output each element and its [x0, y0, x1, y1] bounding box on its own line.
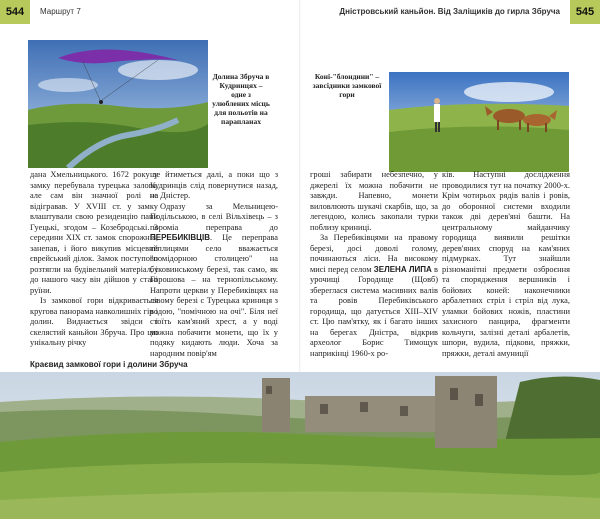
right-page-number: 545: [570, 0, 600, 24]
panorama-caption: Краєвид замкової гори і долини Збруча: [30, 360, 188, 369]
horses-photo: [389, 72, 569, 172]
place-name-zelena-lypa: ЗЕЛЕНА ЛИПА: [373, 264, 432, 274]
paragraph: дана Хмельницького. 1672 року у замку перебувала турецька залога, але сам він значної ролі не відігравав. У XVIII ст. у замку влаштували свою резиденцію пани Гуецькі, згодом – Козебродські. З середини XIX ст. замок спорожнів, занепав, і його викупив місцевий єврейський ділок. Замок поступово розтягли на будівельний матеріал, і до нашого часу він дійшов у стані руїни.: [30, 170, 158, 295]
paragraph: Із замкової гори відкривається кругова панорама навколишніх гір і долин. Виднається звідси і скелястий каньйон Збруча. Про цю унікальну річку: [30, 296, 158, 347]
left-page-number: 544: [0, 0, 30, 24]
text-column-1: [30, 170, 158, 349]
paragraph: гроші забирати небезпечно, у джерелі їх можна побачити не завжди. Напевно, монети виловлюють шукачі скарбів, що, за легендою, колись закопали турки поблизу криниці.: [310, 170, 438, 232]
paraglider-photo: [28, 40, 208, 168]
paragraph-text: в урочищі Городище (Щовб) збереглася система масивних валів та ровів Перебиківського городища, що датується XIII–XIV ст. Цю пам'ятку, як і багато інших на берегах Дністра, відкрив археолог Борис Тимощук наприкінці 1960-х ро-: [310, 264, 438, 358]
paragraph: [150, 202, 278, 360]
paragraph: ще йтиметься далі, а поки що з Кудринців слід повернутися назад, на Дністер.: [150, 170, 278, 200]
paragraph-text: . Це переправа теплицями село вважається "помідорною столицею" на буковинському березі, так само, як Горошова – на тернопільському. Напроти церкви у Перебиківцях на лівому березі с Турецька криниця з водою, "помічною на очі". Біля неї стоїть кам'яний хрест, а у воді можна побачити монети, що їх у подяку кидають люди. Хоча за народним повір'ям: [150, 233, 278, 358]
castle-ruins-panorama-photo: [0, 372, 600, 519]
horses-photo-caption: Коні-"блондини" – завсідники замкової гори: [312, 72, 382, 99]
paragraph: [310, 233, 438, 359]
paragraph-text: Одразу за Мельницею-Подільською, в селі Вільхівець – з пороміа переправа до: [150, 201, 278, 232]
text-column-3: [310, 170, 438, 359]
paraglider-photo-caption: Долина Збруча в Кудринцях – одне з улюблених місць для польотів на парапланах: [212, 72, 270, 126]
paragraph-text: За Перебиківцями на правому березі, досі доволі голому, починаються ліси. На високому мисі перед селом: [310, 233, 438, 274]
left-running-title: Маршрут 7: [40, 7, 81, 16]
text-column-2: [150, 170, 278, 359]
paragraph: ків. Наступні дослідження проводилися тут на початку 2000-х. Крім чотирьох рядів валів і ровів, до оборонної системи входили також дві дерев'яні башти. На центральному майданчику городища виявили решітки дерев'яних споруд на кам'яних підмурках. Тут знайшли різноманітні предмети озброєння та спорядження вершників і бойових коней: наконечники арбалетних стріл і стріл від лука, уламки бойових ножів, пластини захисного панцира, фрагменти кольчуги, залізні деталі арбалетів, шпори, вудила, підкови, пряжки, пряжки, деталі амуниції: [442, 170, 570, 358]
right-running-title: Дністровський каньйон. Від Заліщиків до гирла Збруча: [339, 7, 560, 16]
text-column-4: [442, 170, 570, 359]
place-name-perebykivtsi: ПЕРЕБИКІВЦІВ: [150, 233, 210, 242]
